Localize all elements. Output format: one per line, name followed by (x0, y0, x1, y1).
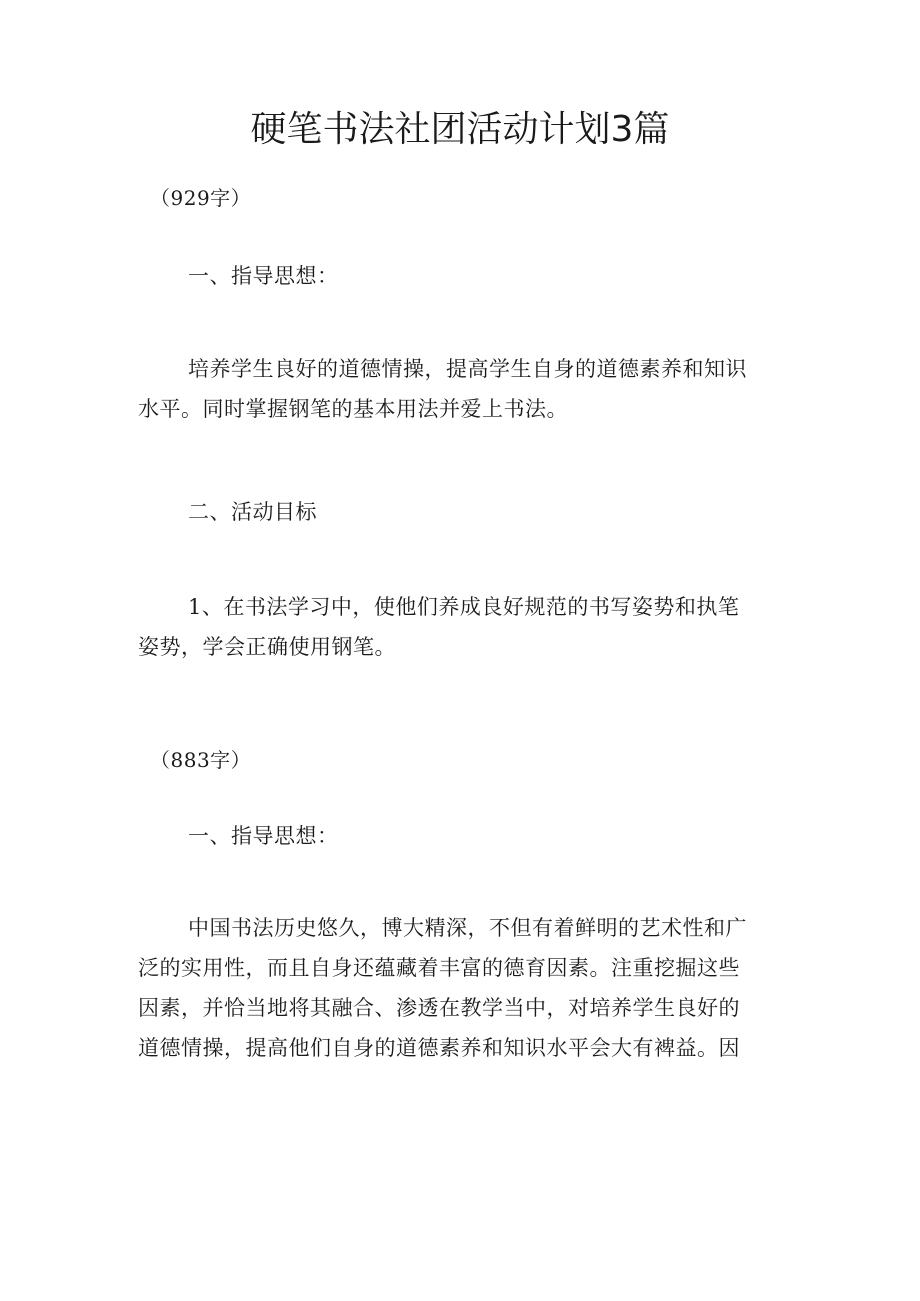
heading-guiding-thought-1: 一、指导思想： (188, 264, 339, 288)
paragraph-line: 泛的实用性，而且自身还蕴藏着丰富的德育因素。注重挖掘这些 (138, 956, 740, 980)
paragraph-guiding-thought-2 (138, 908, 783, 1068)
paragraph-line: 因素，并恰当地将其融合、渗透在教学当中，对培养学生良好的 (138, 996, 740, 1020)
document-title: 硬笔书法社团活动计划3篇 (250, 109, 670, 150)
word-count-1: （929字） (150, 186, 252, 210)
word-count-2: （883字） (150, 748, 252, 772)
paragraph-line: 中国书法历史悠久，博大精深，不但有着鲜明的艺术性和广 (188, 916, 747, 940)
paragraph-line: 姿势，学会正确使用钢笔。 (138, 635, 396, 659)
paragraph-line: 道德情操，提高他们自身的道德素养和知识水平会大有裨益。因 (138, 1036, 740, 1060)
paragraph-line: 水平。同时掌握钢笔的基本用法并爱上书法。 (138, 397, 568, 421)
heading-activity-goals: 二、活动目标 (188, 500, 317, 524)
paragraph-line: 1、在书法学习中，使他们养成良好规范的书写姿势和执笔 (188, 595, 740, 619)
heading-guiding-thought-2: 一、指导思想： (188, 824, 339, 848)
paragraph-line: 培养学生良好的道德情操，提高学生自身的道德素养和知识 (188, 357, 747, 381)
paragraph-guiding-thought-1 (138, 349, 783, 429)
paragraph-goal-1 (138, 587, 783, 667)
